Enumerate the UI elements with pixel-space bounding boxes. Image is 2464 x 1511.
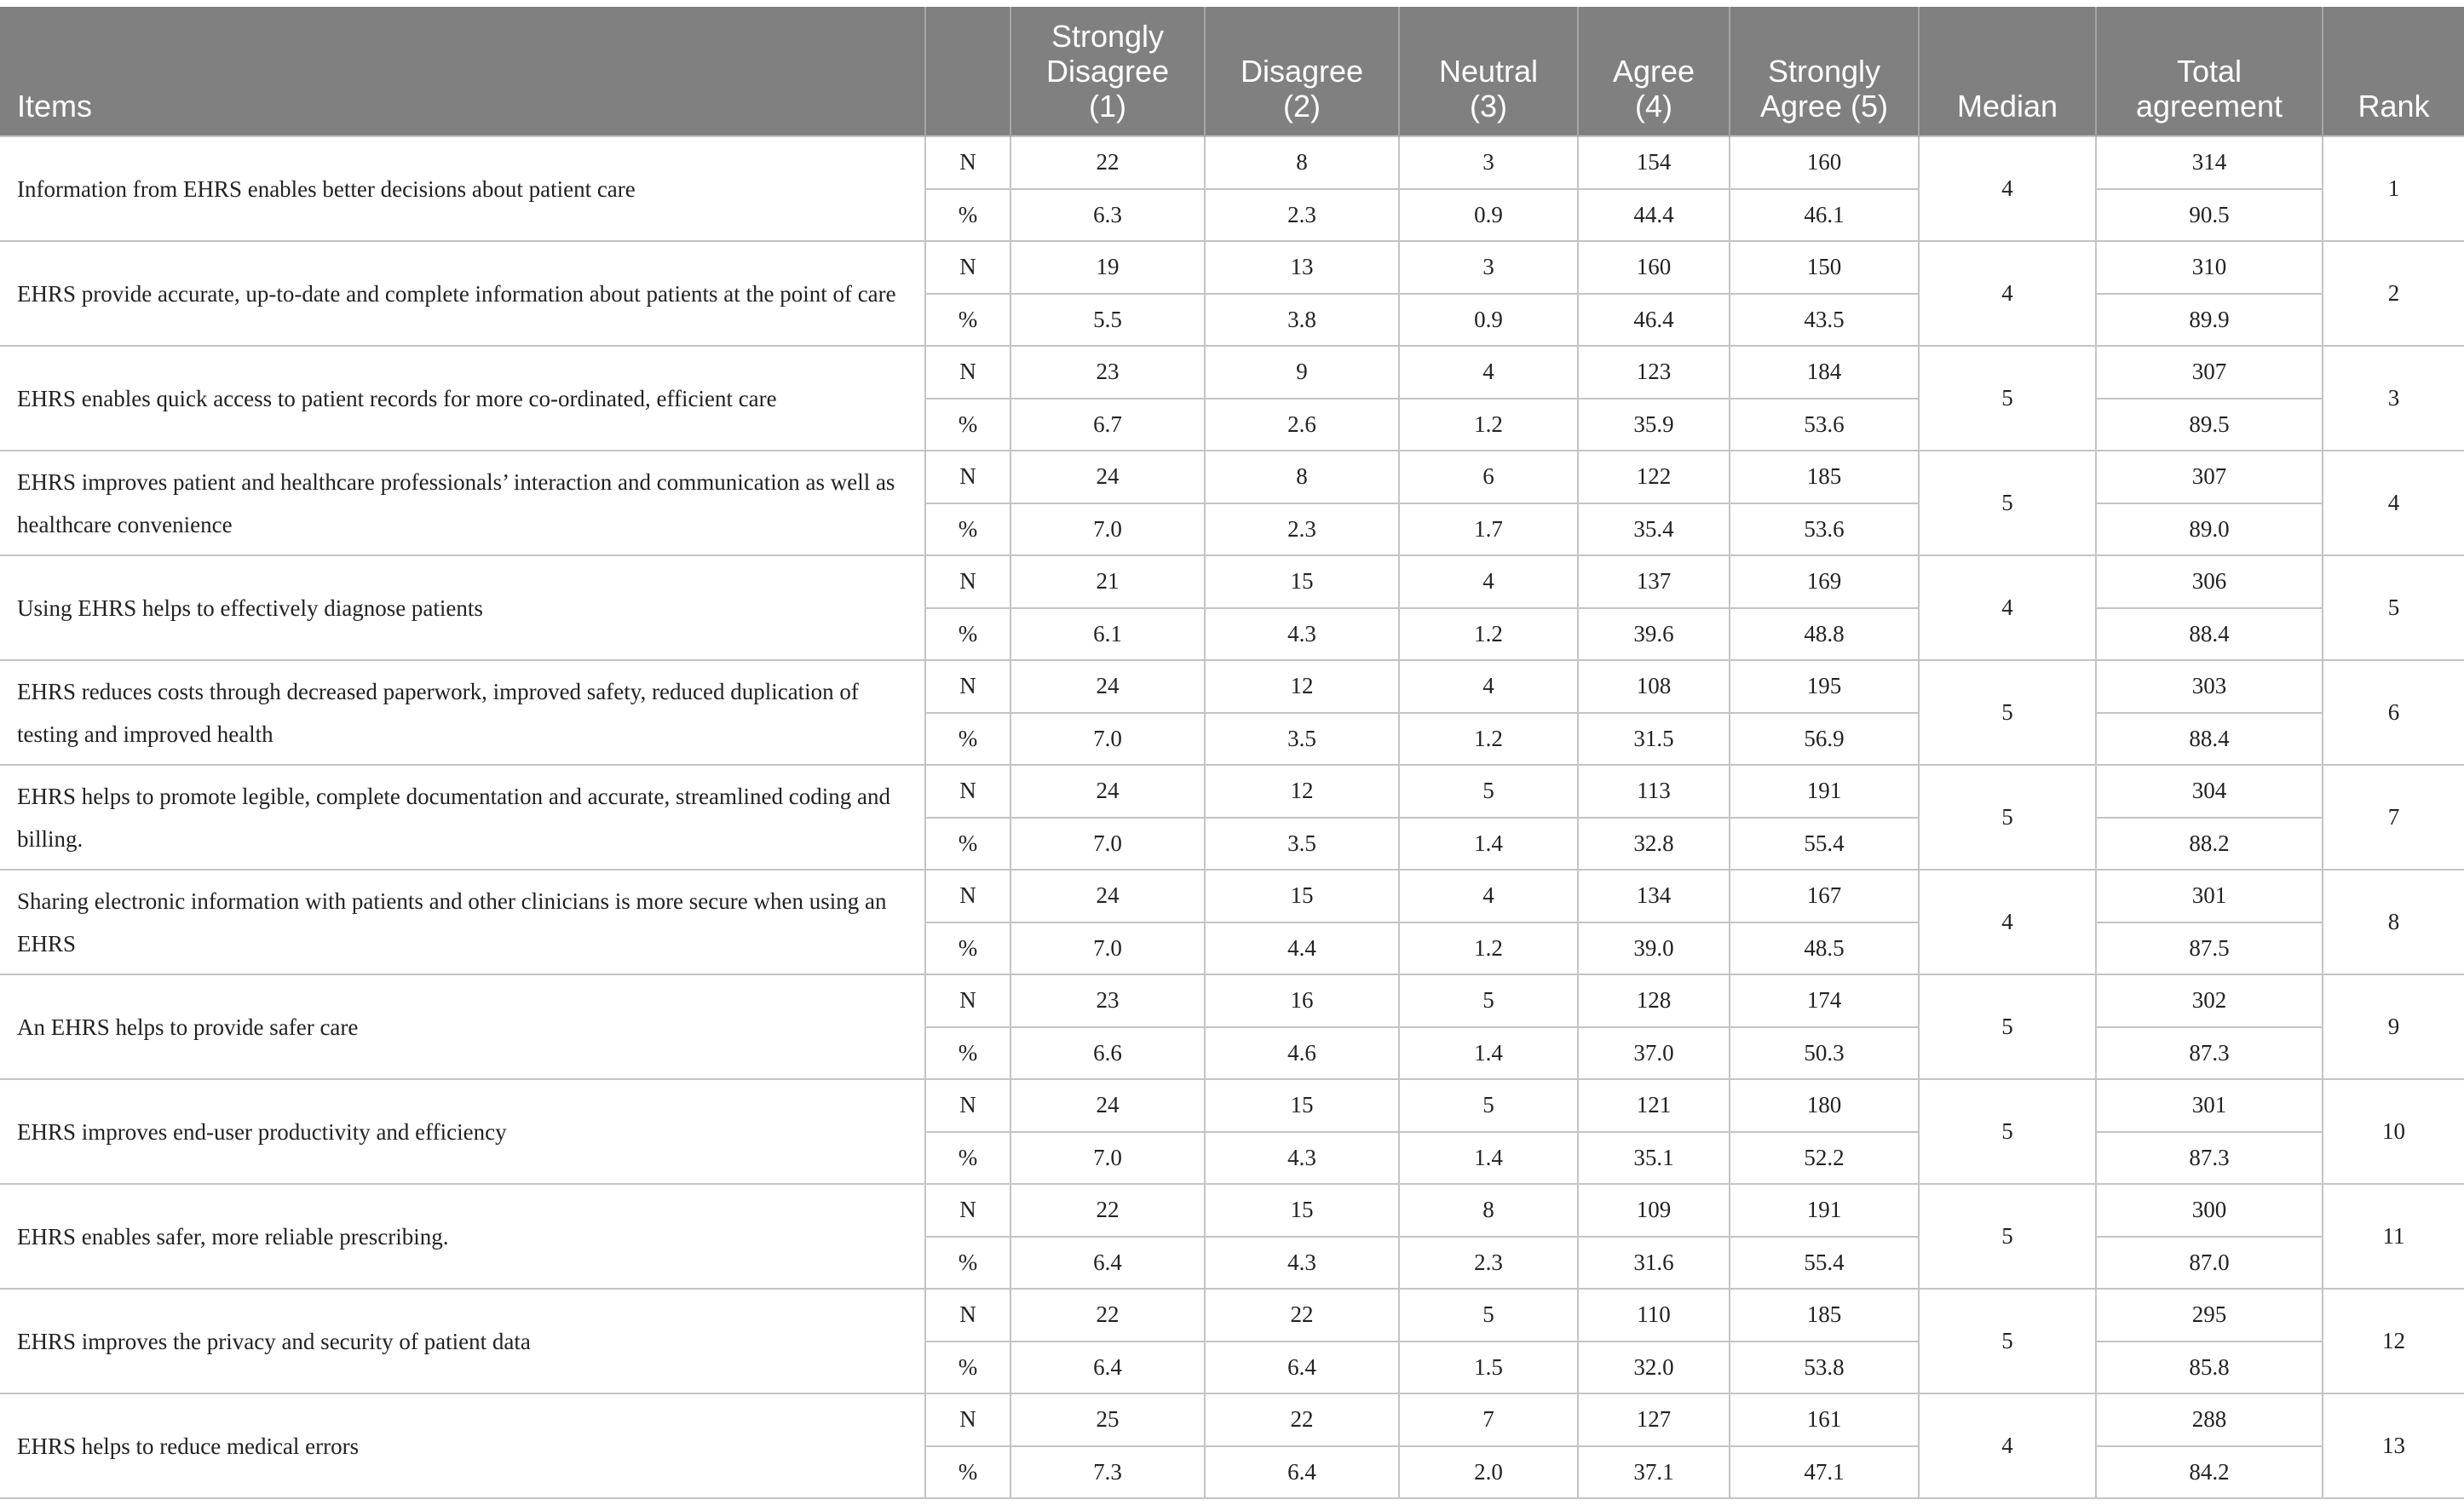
total-percent-cell: 89.5 (2096, 399, 2323, 451)
percent-cell: 2.3 (1205, 503, 1399, 556)
percent-cell: 6.4 (1205, 1446, 1399, 1499)
percent-cell: 7.0 (1010, 818, 1205, 870)
count-cell: 161 (1730, 1393, 1919, 1446)
total-count-cell: 304 (2096, 765, 2323, 818)
count-cell: 24 (1010, 765, 1205, 818)
item-text: Sharing electronic information with patients and other clinicians is more secure when using an EHRS (0, 870, 925, 974)
count-cell: 24 (1010, 1079, 1205, 1132)
table-row (0, 451, 2464, 503)
percent-cell: 56.9 (1730, 713, 1919, 766)
median-cell: 5 (1919, 1079, 2096, 1184)
total-percent-cell: 87.5 (2096, 922, 2323, 975)
median-cell: 5 (1919, 346, 2096, 451)
header-agree: Agree (4) (1578, 7, 1730, 136)
percent-cell: 3.5 (1205, 713, 1399, 766)
stat-label-percent: % (925, 1446, 1010, 1499)
percent-cell: 6.6 (1010, 1027, 1205, 1080)
median-cell: 5 (1919, 1184, 2096, 1289)
count-cell: 6 (1399, 451, 1578, 503)
percent-cell: 53.6 (1730, 503, 1919, 556)
stat-label-percent: % (925, 608, 1010, 661)
count-cell: 5 (1399, 1079, 1578, 1132)
count-cell: 8 (1399, 1184, 1578, 1237)
percent-cell: 50.3 (1730, 1027, 1919, 1080)
rank-cell: 2 (2323, 241, 2464, 346)
total-count-cell: 307 (2096, 346, 2323, 399)
stat-label-percent: % (925, 1132, 1010, 1185)
header-strongly-agree: Strongly Agree (5) (1730, 7, 1919, 136)
header-neutral: Neutral (3) (1399, 7, 1578, 136)
count-cell: 8 (1205, 451, 1399, 503)
percent-cell: 2.3 (1205, 189, 1399, 242)
header-strongly-disagree: Strongly Disagree (1) (1010, 7, 1205, 136)
count-cell: 195 (1730, 660, 1919, 713)
stat-label-n: N (925, 660, 1010, 713)
count-cell: 15 (1205, 1184, 1399, 1237)
rank-cell: 4 (2323, 451, 2464, 555)
stat-label-percent: % (925, 1237, 1010, 1290)
percent-cell: 0.9 (1399, 294, 1578, 347)
count-cell: 180 (1730, 1079, 1919, 1132)
percent-cell: 53.8 (1730, 1342, 1919, 1394)
percent-cell: 46.4 (1578, 294, 1730, 347)
percent-cell: 4.3 (1205, 1237, 1399, 1290)
stat-label-n: N (925, 555, 1010, 608)
total-percent-cell: 87.3 (2096, 1027, 2323, 1080)
count-cell: 22 (1205, 1393, 1399, 1446)
item-text: EHRS improves patient and healthcare professionals’ interaction and communication as well as healthcare convenience (0, 451, 925, 555)
percent-cell: 35.9 (1578, 399, 1730, 451)
stat-label-n: N (925, 241, 1010, 294)
percent-cell: 6.4 (1010, 1342, 1205, 1394)
median-cell: 4 (1919, 136, 2096, 241)
count-cell: 24 (1010, 870, 1205, 922)
header-items: Items (0, 7, 925, 136)
count-cell: 160 (1578, 241, 1730, 294)
header-disagree: Disagree (2) (1205, 7, 1399, 136)
header-total-agreement: Total agreement (2096, 7, 2323, 136)
item-text: Information from EHRS enables better decisions about patient care (0, 136, 925, 241)
count-cell: 169 (1730, 555, 1919, 608)
table-row (0, 870, 2464, 922)
percent-cell: 44.4 (1578, 189, 1730, 242)
median-cell: 5 (1919, 765, 2096, 870)
item-text: EHRS enables quick access to patient records for more co-ordinated, efficient care (0, 346, 925, 451)
table-row (0, 1079, 2464, 1132)
count-cell: 25 (1010, 1393, 1205, 1446)
stat-label-percent: % (925, 503, 1010, 556)
percent-cell: 1.7 (1399, 503, 1578, 556)
stat-label-percent: % (925, 399, 1010, 451)
count-cell: 160 (1730, 136, 1919, 189)
total-count-cell: 301 (2096, 1079, 2323, 1132)
stat-label-percent: % (925, 1027, 1010, 1080)
percent-cell: 2.3 (1399, 1237, 1578, 1290)
count-cell: 109 (1578, 1184, 1730, 1237)
count-cell: 21 (1010, 555, 1205, 608)
percent-cell: 1.2 (1399, 713, 1578, 766)
table-row (0, 765, 2464, 818)
percent-cell: 7.3 (1010, 1446, 1205, 1499)
percent-cell: 7.0 (1010, 503, 1205, 556)
count-cell: 127 (1578, 1393, 1730, 1446)
count-cell: 167 (1730, 870, 1919, 922)
rank-cell: 8 (2323, 870, 2464, 974)
rank-cell: 12 (2323, 1289, 2464, 1393)
total-count-cell: 310 (2096, 241, 2323, 294)
count-cell: 13 (1205, 241, 1399, 294)
count-cell: 191 (1730, 765, 1919, 818)
percent-cell: 43.5 (1730, 294, 1919, 347)
stat-label-percent: % (925, 922, 1010, 975)
total-count-cell: 303 (2096, 660, 2323, 713)
count-cell: 191 (1730, 1184, 1919, 1237)
count-cell: 24 (1010, 451, 1205, 503)
percent-cell: 4.6 (1205, 1027, 1399, 1080)
count-cell: 22 (1010, 136, 1205, 189)
percent-cell: 6.4 (1010, 1237, 1205, 1290)
percent-cell: 37.1 (1578, 1446, 1730, 1499)
count-cell: 12 (1205, 660, 1399, 713)
stat-label-n: N (925, 346, 1010, 399)
stat-label-percent: % (925, 294, 1010, 347)
table-row (0, 346, 2464, 399)
count-cell: 108 (1578, 660, 1730, 713)
count-cell: 3 (1399, 136, 1578, 189)
stat-label-percent: % (925, 713, 1010, 766)
count-cell: 9 (1205, 346, 1399, 399)
table-row (0, 1393, 2464, 1446)
rank-cell: 13 (2323, 1393, 2464, 1498)
item-text: EHRS enables safer, more reliable prescribing. (0, 1184, 925, 1289)
item-text: EHRS provide accurate, up-to-date and complete information about patients at the point of care (0, 241, 925, 346)
percent-cell: 35.1 (1578, 1132, 1730, 1185)
count-cell: 4 (1399, 660, 1578, 713)
stat-label-n: N (925, 870, 1010, 922)
stat-label-percent: % (925, 818, 1010, 870)
percent-cell: 48.5 (1730, 922, 1919, 975)
percent-cell: 3.5 (1205, 818, 1399, 870)
table-row (0, 1184, 2464, 1237)
percent-cell: 52.2 (1730, 1132, 1919, 1185)
total-percent-cell: 87.3 (2096, 1132, 2323, 1185)
percent-cell: 1.4 (1399, 1132, 1578, 1185)
total-percent-cell: 88.4 (2096, 608, 2323, 661)
count-cell: 12 (1205, 765, 1399, 818)
rank-cell: 3 (2323, 346, 2464, 451)
percent-cell: 55.4 (1730, 818, 1919, 870)
median-cell: 5 (1919, 1289, 2096, 1393)
table-row (0, 974, 2464, 1027)
count-cell: 185 (1730, 451, 1919, 503)
percent-cell: 4.3 (1205, 1132, 1399, 1185)
percent-cell: 4.3 (1205, 608, 1399, 661)
stat-label-n: N (925, 1184, 1010, 1237)
total-count-cell: 302 (2096, 974, 2323, 1027)
item-text: EHRS reduces costs through decreased paperwork, improved safety, reduced duplication of testing and improved health (0, 660, 925, 765)
header-rank: Rank (2323, 7, 2464, 136)
count-cell: 15 (1205, 1079, 1399, 1132)
stat-label-n: N (925, 1393, 1010, 1446)
item-text: EHRS helps to promote legible, complete documentation and accurate, streamlined coding and billing. (0, 765, 925, 870)
percent-cell: 47.1 (1730, 1446, 1919, 1499)
count-cell: 15 (1205, 870, 1399, 922)
total-percent-cell: 89.0 (2096, 503, 2323, 556)
rank-cell: 9 (2323, 974, 2464, 1079)
table-row (0, 660, 2464, 713)
item-text: EHRS improves end-user productivity and efficiency (0, 1079, 925, 1184)
count-cell: 174 (1730, 974, 1919, 1027)
count-cell: 7 (1399, 1393, 1578, 1446)
item-text: EHRS improves the privacy and security of patient data (0, 1289, 925, 1393)
count-cell: 22 (1205, 1289, 1399, 1342)
median-cell: 5 (1919, 974, 2096, 1079)
percent-cell: 5.5 (1010, 294, 1205, 347)
median-cell: 5 (1919, 660, 2096, 765)
stat-label-percent: % (925, 1342, 1010, 1394)
total-percent-cell: 87.0 (2096, 1237, 2323, 1290)
percent-cell: 1.2 (1399, 399, 1578, 451)
count-cell: 134 (1578, 870, 1730, 922)
percent-cell: 2.0 (1399, 1446, 1578, 1499)
percent-cell: 6.1 (1010, 608, 1205, 661)
header-stat (925, 7, 1010, 136)
count-cell: 24 (1010, 660, 1205, 713)
percent-cell: 46.1 (1730, 189, 1919, 242)
count-cell: 150 (1730, 241, 1919, 294)
count-cell: 5 (1399, 1289, 1578, 1342)
total-count-cell: 301 (2096, 870, 2323, 922)
count-cell: 5 (1399, 974, 1578, 1027)
stat-label-n: N (925, 451, 1010, 503)
stat-label-n: N (925, 974, 1010, 1027)
count-cell: 16 (1205, 974, 1399, 1027)
count-cell: 110 (1578, 1289, 1730, 1342)
rank-cell: 5 (2323, 555, 2464, 660)
stat-label-n: N (925, 765, 1010, 818)
stat-label-n: N (925, 136, 1010, 189)
count-cell: 184 (1730, 346, 1919, 399)
item-text: EHRS helps to reduce medical errors (0, 1393, 925, 1498)
table-row (0, 136, 2464, 189)
total-percent-cell: 89.9 (2096, 294, 2323, 347)
percent-cell: 3.8 (1205, 294, 1399, 347)
percent-cell: 1.4 (1399, 1027, 1578, 1080)
percent-cell: 7.0 (1010, 922, 1205, 975)
total-count-cell: 300 (2096, 1184, 2323, 1237)
header-median: Median (1919, 7, 2096, 136)
count-cell: 4 (1399, 555, 1578, 608)
rank-cell: 11 (2323, 1184, 2464, 1289)
total-count-cell: 314 (2096, 136, 2323, 189)
rank-cell: 1 (2323, 136, 2464, 241)
table-row (0, 1289, 2464, 1342)
percent-cell: 6.4 (1205, 1342, 1399, 1394)
count-cell: 19 (1010, 241, 1205, 294)
count-cell: 185 (1730, 1289, 1919, 1342)
item-text: An EHRS helps to provide safer care (0, 974, 925, 1079)
percent-cell: 6.3 (1010, 189, 1205, 242)
count-cell: 122 (1578, 451, 1730, 503)
percent-cell: 1.2 (1399, 608, 1578, 661)
percent-cell: 31.6 (1578, 1237, 1730, 1290)
percent-cell: 39.0 (1578, 922, 1730, 975)
count-cell: 121 (1578, 1079, 1730, 1132)
percent-cell: 1.4 (1399, 818, 1578, 870)
count-cell: 5 (1399, 765, 1578, 818)
total-percent-cell: 84.2 (2096, 1446, 2323, 1499)
percent-cell: 53.6 (1730, 399, 1919, 451)
total-percent-cell: 88.4 (2096, 713, 2323, 766)
table-row (0, 555, 2464, 608)
table-row (0, 241, 2464, 294)
count-cell: 3 (1399, 241, 1578, 294)
percent-cell: 32.8 (1578, 818, 1730, 870)
count-cell: 22 (1010, 1289, 1205, 1342)
total-count-cell: 295 (2096, 1289, 2323, 1342)
rank-cell: 7 (2323, 765, 2464, 870)
total-percent-cell: 85.8 (2096, 1342, 2323, 1394)
stat-label-n: N (925, 1079, 1010, 1132)
item-text: Using EHRS helps to effectively diagnose patients (0, 555, 925, 660)
count-cell: 137 (1578, 555, 1730, 608)
survey-table (0, 7, 2464, 1499)
count-cell: 128 (1578, 974, 1730, 1027)
percent-cell: 48.8 (1730, 608, 1919, 661)
percent-cell: 1.2 (1399, 922, 1578, 975)
percent-cell: 2.6 (1205, 399, 1399, 451)
total-count-cell: 288 (2096, 1393, 2323, 1446)
percent-cell: 31.5 (1578, 713, 1730, 766)
percent-cell: 7.0 (1010, 1132, 1205, 1185)
percent-cell: 6.7 (1010, 399, 1205, 451)
percent-cell: 0.9 (1399, 189, 1578, 242)
count-cell: 23 (1010, 346, 1205, 399)
table-container (0, 7, 2464, 1499)
median-cell: 5 (1919, 451, 2096, 555)
percent-cell: 32.0 (1578, 1342, 1730, 1394)
count-cell: 154 (1578, 136, 1730, 189)
total-count-cell: 307 (2096, 451, 2323, 503)
count-cell: 4 (1399, 346, 1578, 399)
percent-cell: 7.0 (1010, 713, 1205, 766)
median-cell: 4 (1919, 1393, 2096, 1498)
rank-cell: 10 (2323, 1079, 2464, 1184)
count-cell: 22 (1010, 1184, 1205, 1237)
count-cell: 113 (1578, 765, 1730, 818)
header-row (0, 7, 2464, 136)
median-cell: 4 (1919, 241, 2096, 346)
count-cell: 23 (1010, 974, 1205, 1027)
percent-cell: 35.4 (1578, 503, 1730, 556)
count-cell: 123 (1578, 346, 1730, 399)
percent-cell: 37.0 (1578, 1027, 1730, 1080)
total-percent-cell: 88.2 (2096, 818, 2323, 870)
total-percent-cell: 90.5 (2096, 189, 2323, 242)
stat-label-percent: % (925, 189, 1010, 242)
rank-cell: 6 (2323, 660, 2464, 765)
percent-cell: 39.6 (1578, 608, 1730, 661)
percent-cell: 1.5 (1399, 1342, 1578, 1394)
percent-cell: 4.4 (1205, 922, 1399, 975)
count-cell: 15 (1205, 555, 1399, 608)
count-cell: 4 (1399, 870, 1578, 922)
count-cell: 8 (1205, 136, 1399, 189)
stat-label-n: N (925, 1289, 1010, 1342)
median-cell: 4 (1919, 870, 2096, 974)
percent-cell: 55.4 (1730, 1237, 1919, 1290)
total-count-cell: 306 (2096, 555, 2323, 608)
median-cell: 4 (1919, 555, 2096, 660)
